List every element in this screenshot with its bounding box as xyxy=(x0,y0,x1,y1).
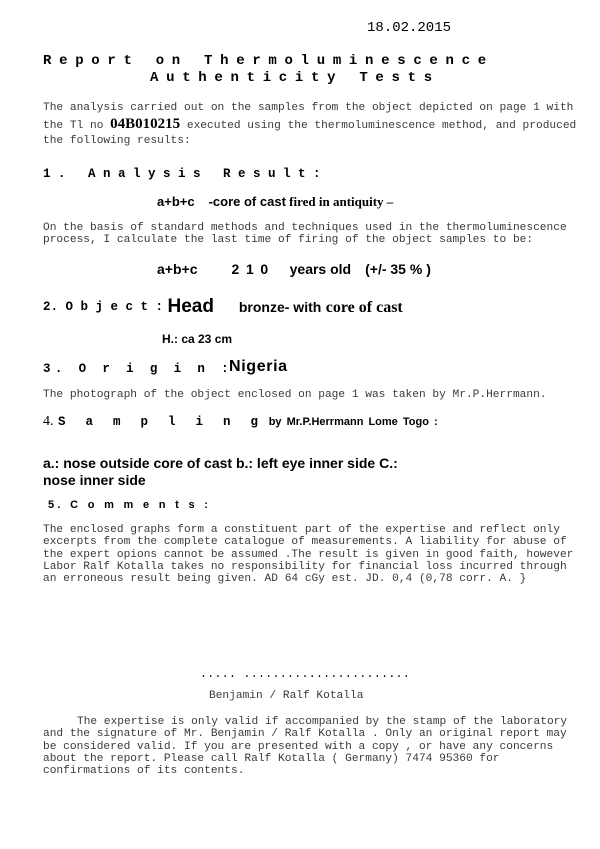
intro-text-start: The analysis carried out on the samples from the object depicted on page 1 with the Tl no xyxy=(43,102,574,132)
age-tolerance: (+/- 35 % ) xyxy=(365,261,431,277)
sampling-number: 4. xyxy=(43,414,54,429)
report-title-line1: Report on Thermoluminescence xyxy=(43,53,494,69)
report-title-line2: Authenticity Tests xyxy=(150,70,440,86)
origin-label: 3. O r i g i n : xyxy=(43,362,234,376)
comments-heading: 5. C o m m e n t s : xyxy=(48,499,212,511)
sampling-locations xyxy=(43,455,398,488)
sampling-locations-line2: nose inner side xyxy=(43,471,146,488)
sampling-label: S a m p l i n g xyxy=(57,415,265,429)
object-core: core of cast xyxy=(325,299,403,316)
object-name: Head xyxy=(167,296,214,317)
signature-name: Benjamin / Ralf Kotalla xyxy=(209,690,364,702)
object-line xyxy=(43,296,403,318)
photo-note: The photograph of the object enclosed on page 1 was taken by Mr.P.Herrmann. xyxy=(43,389,547,401)
report-date: 18.02.2015 xyxy=(367,20,452,36)
analysis-result-line xyxy=(157,194,393,210)
comments-paragraph: The enclosed graphs form a constituent part of the expertise and reflect only excerpts from the complete catalogue of measurements. A liability for abuse of the expert opions cannot be assumed .The result is given in good faith, however Labor Ralf Kotalla takes no responsibility for financial loss incurred through an erroneous result being given. AD 64 cGy est. JD. 0,4 (0,78 corr. A. } xyxy=(43,524,574,586)
object-material: bronze- with xyxy=(238,299,322,315)
signature-line: ..... ....................... xyxy=(200,668,411,681)
intro-text-end: executed using the thermoluminescence method, and produced the following results: xyxy=(43,119,577,147)
object-label: 2. O b j e c t : xyxy=(43,300,164,314)
validity-note: The expertise is only valid if accompanied by the stamp of the laboratory and the signature of Mr. Benjamin / Ralf Kotalla . Only an original report may be considered valid. If you are presented with a copy , or have any concerns about the report. Please call Ralf Kotalla ( Germany) 7474 95360 for confirmations of its contents. xyxy=(43,716,568,778)
analysis-result-rest: fired in antiquity – xyxy=(285,194,394,209)
analysis-result-bold: -core of cast xyxy=(208,194,286,209)
analysis-heading: 1. Analysis Result: xyxy=(43,167,329,181)
analysis-basis-paragraph: On the basis of standard methods and techniques used in the thermoluminescence process, I calculate the last time of firing of the object samples to be: xyxy=(43,222,567,247)
sampling-locations-line1: a.: nose outside core of cast b.: left eye inner side C.: xyxy=(43,455,398,471)
object-height: H.: ca 23 cm xyxy=(162,332,233,346)
sampling-by: by Mr.P.Herrmann Lome Togo : xyxy=(268,416,438,428)
age-samples: a+b+c xyxy=(157,261,198,277)
origin-value: Nigeria xyxy=(229,358,288,375)
age-value: 2 1 0 xyxy=(231,261,270,277)
sampling-line xyxy=(43,412,438,430)
age-unit: years old xyxy=(289,261,352,277)
intro-paragraph xyxy=(43,101,577,150)
age-result-line xyxy=(157,261,431,277)
tl-number: 04B010215 xyxy=(110,115,181,132)
analysis-samples: a+b+c xyxy=(157,194,195,209)
